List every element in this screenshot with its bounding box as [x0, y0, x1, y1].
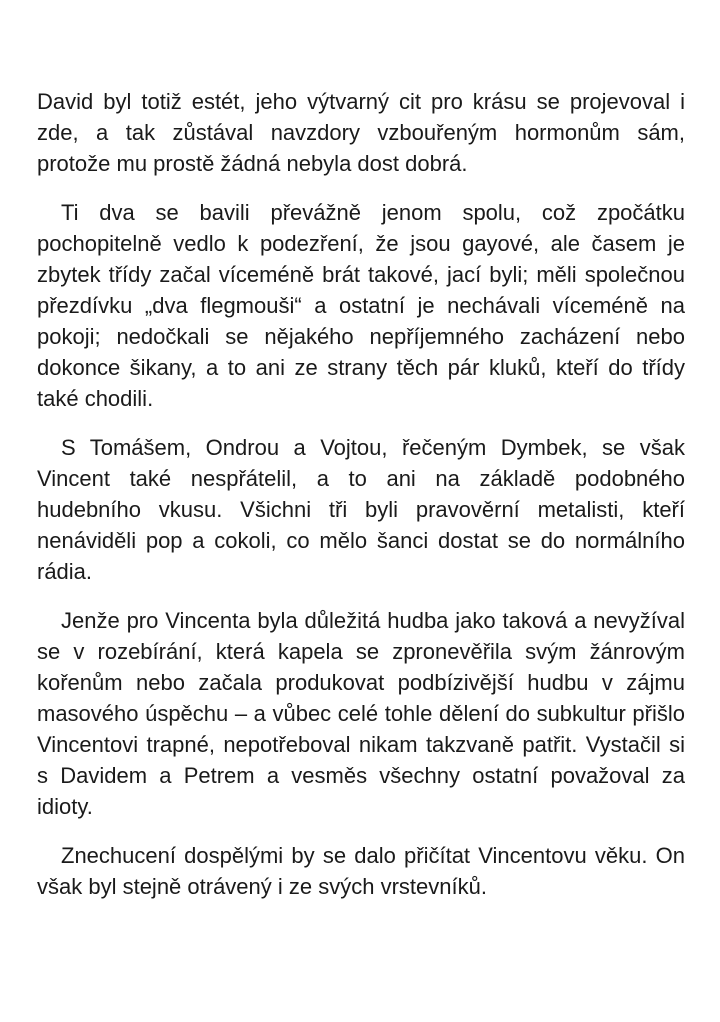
- paragraph-3: S Tomášem, Ondrou a Vojtou, řečeným Dymbek, se však Vincent také nespřátelil, a to ani na základě podobného hudebního vkusu. Všichni tři byli pravověrní metalisti, kteří nenáviděli pop a cokoli, co mělo šanci dostat se do normálního rádia.: [37, 435, 685, 584]
- paragraph-4: Jenže pro Vincenta byla důležitá hudba jako taková a nevyžíval se v rozebírání, která kapela se zpronevěřila svým žánrovým kořenům nebo začala produkovat podbízivější hudbu v zájmu masového úspěchu – a vůbec celé tohle dělení do subkultur přišlo Vincentovi trapné, nepotřeboval nikam takzvaně patřit. Vystačil si s Davidem a Petrem a vesměs všechny ostatní považoval za idioty.: [37, 608, 685, 819]
- body-text: [37, 86, 685, 920]
- paragraph-2: Ti dva se bavili převážně jenom spolu, což zpočátku pochopitelně vedlo k podezření, že jsou gayové, ale časem je zbytek třídy začal víceméně brát takové, jací byli; měli společnou přezdívku „dva flegmouši“ a ostatní je nechávali víceméně na pokoji; nedočkali se nějakého nepříjemného zacházení nebo dokonce šikany, a to ani ze strany těch pár kluků, kteří do třídy také chodili.: [37, 200, 685, 411]
- paragraph-5: Znechucení dospělými by se dalo přičítat Vincentovu věku. On však byl stejně otrávený i ze svých vrstevníků.: [37, 843, 685, 899]
- paragraph-1: David byl totiž estét, jeho výtvarný cit pro krásu se projevoval i zde, a tak zůstával navzdory vzbouřeným hormonům sám, protože mu prostě žádná nebyla dost dobrá.: [37, 89, 685, 176]
